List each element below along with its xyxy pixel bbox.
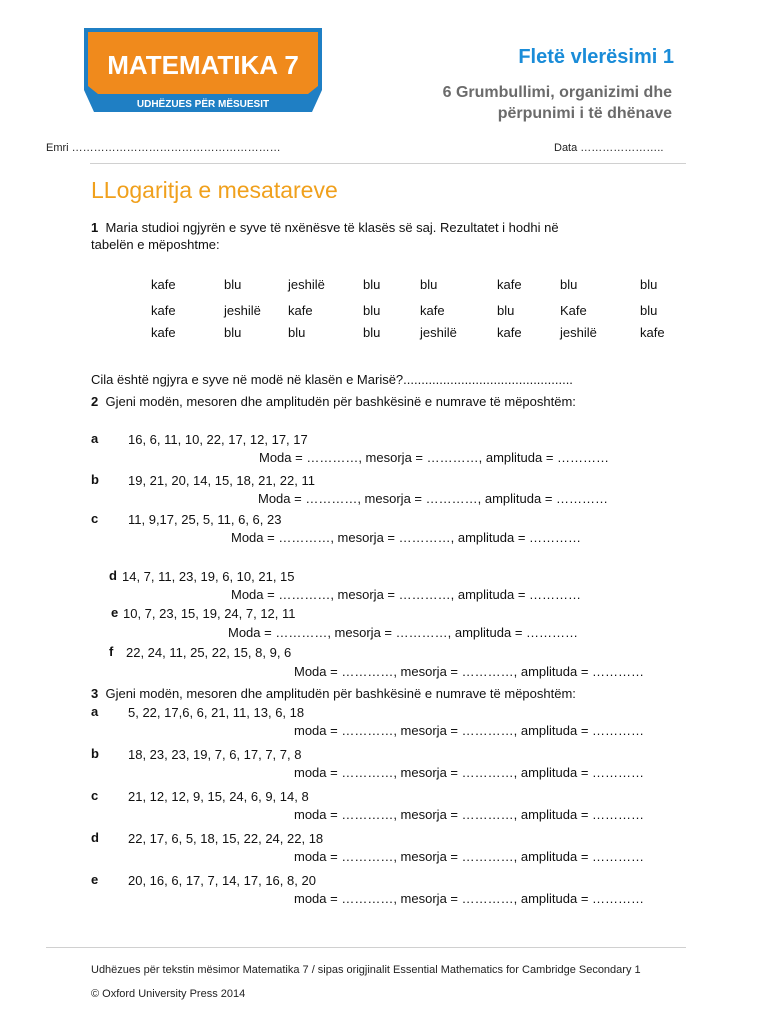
q2-answer-line[interactable]: Moda = …………, mesorja = …………, amplituda = ………… [231,587,582,602]
q3-answer-line[interactable]: moda = …………, mesorja = …………, amplituda = ………… [294,891,645,906]
table-cell: blu [288,325,306,340]
table-cell: kafe [151,325,176,340]
table-cell: blu [560,277,578,292]
q2-answer-line[interactable]: Moda = …………, mesorja = …………, amplituda = ………… [294,664,645,679]
table-cell: jeshilë [420,325,457,340]
q3-item-label: d [91,830,99,845]
q3-item-label: c [91,788,99,803]
q2-item-label: d [109,568,117,583]
section-heading: LLogaritja e mesatareve [91,177,338,203]
q2-item-label: f [109,644,114,659]
table-cell: kafe [288,303,313,318]
q2-text: Gjeni modën, mesoren dhe amplitudën për bashkësinë e numrave të mëposhtëm: [105,394,576,409]
table-cell: kafe [151,303,176,318]
q3-item-numbers: 18, 23, 23, 19, 7, 6, 17, 7, 7, 8 [128,747,302,762]
q2-answer-line[interactable]: Moda = …………, mesorja = …………, amplituda = ………… [258,491,609,506]
topic-line-1: 6 Grumbullimi, organizimi dhe [442,84,672,101]
q2-item-numbers: 16, 6, 11, 10, 22, 17, 12, 17, 17 [128,432,308,447]
table-cell: jeshilë [560,325,597,340]
table-cell: blu [497,303,515,318]
table-cell: blu [640,303,658,318]
q1-number: 1 [91,220,99,235]
logo-title: MATEMATIKA 7 [107,50,299,80]
q2-item-numbers: 22, 24, 11, 25, 22, 15, 8, 9, 6 [126,645,292,660]
footer-line-1: Udhëzues për tekstin mësimor Matematika 7 / sipas origjinalit Essential Mathematics for Cambridge Secondary 1 [91,964,641,976]
sheet-title: Fletë vlerësimi 1 [518,46,674,68]
footer-copyright: © Oxford University Press 2014 [91,988,246,1000]
q2-answer-line[interactable]: Moda = …………, mesorja = …………, amplituda = ………… [259,450,610,465]
table-cell: kafe [420,303,445,318]
date-field[interactable]: Data ………………….. [554,142,664,154]
table-cell: blu [363,325,381,340]
table-cell: blu [363,303,381,318]
q2-intro [91,393,576,410]
q3-answer-line[interactable]: moda = …………, mesorja = …………, amplituda = ………… [294,849,645,864]
q3-item-numbers: 20, 16, 6, 17, 7, 14, 17, 16, 8, 20 [128,873,316,888]
q1-line-1 [91,219,559,236]
q3-item-numbers: 5, 22, 17,6, 6, 21, 11, 13, 6, 18 [128,705,305,720]
table-cell: blu [420,277,438,292]
table-cell: kafe [640,325,665,340]
q3-item-label: a [91,704,99,719]
footer-divider [46,947,686,948]
table-cell: blu [224,277,242,292]
table-cell: kafe [497,277,522,292]
q3-answer-line[interactable]: moda = …………, mesorja = …………, amplituda = ………… [294,723,645,738]
table-cell: blu [640,277,658,292]
q2-item-label: e [111,605,119,620]
topic-title [372,82,672,124]
q3-answer-line[interactable]: moda = …………, mesorja = …………, amplituda = ………… [294,765,645,780]
q1-question[interactable]: Cila është ngjyra e syve në modë në klasën e Marisë?............................................... [91,372,573,387]
q2-item-label: b [91,472,99,487]
table-cell: kafe [497,325,522,340]
q2-answer-line[interactable]: Moda = …………, mesorja = …………, amplituda = ………… [231,530,582,545]
q2-item-label: c [91,511,99,526]
q2-item-numbers: 11, 9,17, 25, 5, 11, 6, 6, 23 [128,512,282,527]
q3-item-label: e [91,872,99,887]
table-cell: blu [224,325,242,340]
name-field[interactable]: Emri ………………………………………………… [46,142,281,154]
table-cell: Kafe [560,303,587,318]
q3-text: Gjeni modën, mesoren dhe amplitudën për bashkësinë e numrave të mëposhtëm: [105,686,576,701]
q2-number: 2 [91,394,99,409]
topic-line-2: përpunimi i të dhënave [497,105,672,122]
q3-number: 3 [91,686,99,701]
q3-item-numbers: 22, 17, 6, 5, 18, 15, 22, 24, 22, 18 [128,831,324,846]
q2-answer-line[interactable]: Moda = …………, mesorja = …………, amplituda = ………… [228,625,579,640]
table-cell: blu [363,277,381,292]
table-cell: jeshilë [224,303,261,318]
logo-subtitle: UDHËZUES PËR MËSUESIT [136,99,270,110]
q2-item-numbers: 19, 21, 20, 14, 15, 18, 21, 22, 11 [128,473,315,488]
q3-answer-line[interactable]: moda = …………, mesorja = …………, amplituda = ………… [294,807,645,822]
q3-intro [91,685,576,702]
q3-item-numbers: 21, 12, 12, 9, 15, 24, 6, 9, 14, 8 [128,789,309,804]
table-cell: kafe [151,277,176,292]
q2-item-numbers: 10, 7, 23, 15, 19, 24, 7, 12, 11 [123,606,296,621]
q3-item-label: b [91,746,99,761]
header-divider [90,163,686,164]
q1-text-2: tabelën e mëposhtme: [91,237,220,252]
q2-item-numbers: 14, 7, 11, 23, 19, 6, 10, 21, 15 [122,569,295,584]
matematika-logo [82,28,324,114]
q1-text-1: Maria studioi ngjyrën e syve të nxënësve të klasës së saj. Rezultatet i hodhi në [105,220,559,235]
table-cell: jeshilë [288,277,325,292]
q2-item-label: a [91,431,99,446]
